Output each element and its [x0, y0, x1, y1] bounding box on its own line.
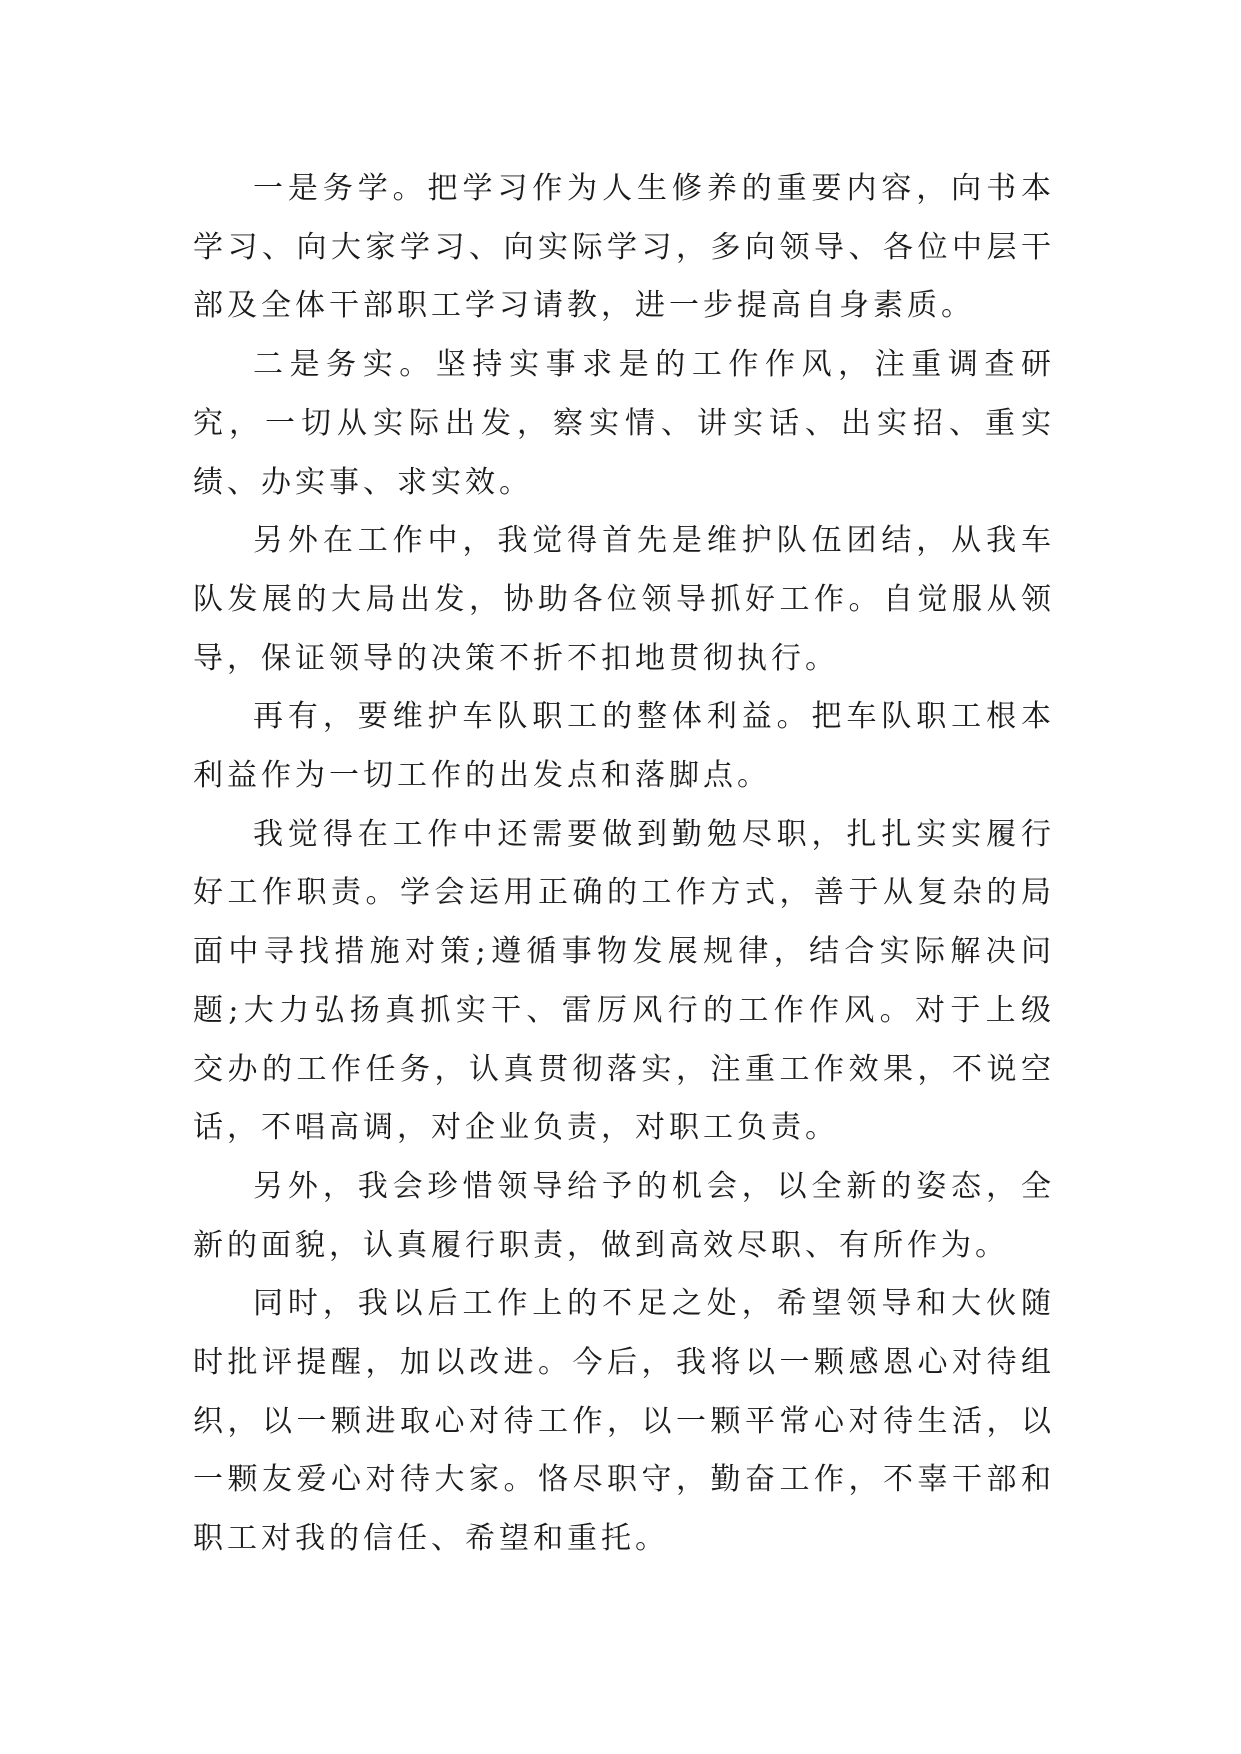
- paragraph-2: 二是务实。坚持实事求是的工作作风，注重调查研究，一切从实际出发，察实情、讲实话、出实招、重实绩、办实事、求实效。: [193, 347, 1055, 500]
- paragraph-6: 另外，我会珍惜领导给予的机会，以全新的姿态，全新的面貌，认真履行职责，做到高效尽职、有所作为。: [193, 1168, 1055, 1263]
- paragraph-1: 一是务学。把学习作为人生修养的重要内容，向书本学习、向大家学习、向实际学习，多向领导、各位中层干部及全体干部职工学习请教，进一步提高自身素质。: [193, 171, 1055, 324]
- paragraph-7: 同时，我以后工作上的不足之处，希望领导和大伙随时批评提醒，加以改进。今后，我将以一颗感恩心对待组织，以一颗进取心对待工作，以一颗平常心对待生活，以一颗友爱心对待大家。恪尽职守，勤奋工作，不辜干部和职工对我的信任、希望和重托。: [193, 1286, 1055, 1557]
- document-body: [193, 160, 1055, 1569]
- paragraph-4: 再有，要维护车队职工的整体利益。把车队职工根本利益作为一切工作的出发点和落脚点。: [193, 699, 1055, 794]
- paragraph-5: 我觉得在工作中还需要做到勤勉尽职，扎扎实实履行好工作职责。学会运用正确的工作方式，善于从复杂的局面中寻找措施对策;遵循事物发展规律，结合实际解决问题;大力弘扬真抓实干、雷厉风行的工作作风。对于上级交办的工作任务，认真贯彻落实，注重工作效果，不说空话，不唱高调，对企业负责，对职工负责。: [193, 816, 1055, 1146]
- paragraph-3: 另外在工作中，我觉得首先是维护队伍团结，从我车队发展的大局出发，协助各位领导抓好工作。自觉服从领导，保证领导的决策不折不扣地贯彻执行。: [193, 523, 1055, 676]
